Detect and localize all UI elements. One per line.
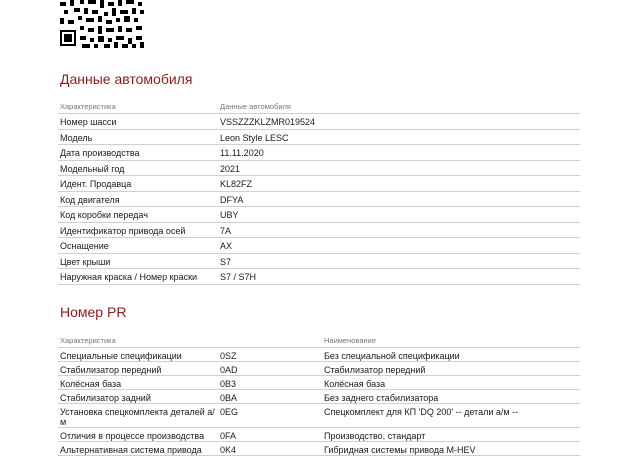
- table-row: [58, 191, 580, 207]
- column-header-characteristic: Характеристика: [58, 333, 218, 348]
- value-cell: 2021: [218, 160, 580, 176]
- characteristic-cell: Оснащение: [58, 238, 218, 254]
- pr-code-cell: 0FA: [218, 428, 322, 442]
- pr-number-table: [58, 333, 580, 456]
- characteristic-cell: Колёсная база: [58, 376, 218, 390]
- table-row: [58, 238, 580, 254]
- characteristic-cell: Код коробки передач: [58, 207, 218, 223]
- description-cell: Спецкомплект для КП 'DQ 200' -- детали а/м --: [322, 404, 580, 428]
- characteristic-cell: Стабилизатор передний: [58, 362, 218, 376]
- characteristic-cell: Модельный год: [58, 160, 218, 176]
- value-cell: DFYA: [218, 191, 580, 207]
- description-cell: Стабилизатор передний: [322, 362, 580, 376]
- description-cell: Производство, стандарт: [322, 428, 580, 442]
- table-row: [58, 362, 580, 376]
- characteristic-cell: Цвет крыши: [58, 253, 218, 269]
- pr-number-title: Номер PR: [60, 304, 127, 320]
- value-cell: S7 / S7H: [218, 269, 580, 285]
- vehicle-data-title: Данные автомобиля: [60, 71, 193, 87]
- value-cell: UBY: [218, 207, 580, 223]
- description-cell: Колёсная база: [322, 376, 580, 390]
- description-cell: Гибридная системы привода M-HEV: [322, 442, 580, 456]
- column-header-characteristic: Характеристика: [58, 99, 218, 114]
- value-cell: 11.11.2020: [218, 145, 580, 161]
- table-row: [58, 176, 580, 192]
- value-cell: S7: [218, 253, 580, 269]
- column-header-vehicle-data: Данные автомобиля: [218, 99, 580, 114]
- table-row: [58, 145, 580, 161]
- description-cell: Без специальной спецификации: [322, 348, 580, 362]
- characteristic-cell: Отличия в процессе производства: [58, 428, 218, 442]
- pr-code-cell: 0SZ: [218, 348, 322, 362]
- characteristic-cell: Альтернативная система привода: [58, 442, 218, 456]
- characteristic-cell: Установка спецкомплекта деталей а/м: [58, 404, 218, 428]
- characteristic-cell: Идент. Продавца: [58, 176, 218, 192]
- value-cell: AX: [218, 238, 580, 254]
- value-cell: VSSZZZKLZMR019524: [218, 114, 580, 130]
- pr-code-cell: 0K4: [218, 442, 322, 456]
- table-row: [58, 222, 580, 238]
- vehicle-data-table: [58, 99, 580, 285]
- table-row: [58, 348, 580, 362]
- qr-code: [60, 0, 146, 50]
- table-row: [58, 129, 580, 145]
- value-cell: KL82FZ: [218, 176, 580, 192]
- table-row: [58, 160, 580, 176]
- characteristic-cell: Специальные спецификации: [58, 348, 218, 362]
- pr-code-cell: 0B3: [218, 376, 322, 390]
- table-row: [58, 253, 580, 269]
- column-header-name: Наименование: [322, 333, 580, 348]
- table-row: [58, 207, 580, 223]
- characteristic-cell: Номер шасси: [58, 114, 218, 130]
- table-row: [58, 376, 580, 390]
- table-header-row: [58, 99, 580, 114]
- pr-code-cell: 0AD: [218, 362, 322, 376]
- pr-code-cell: 0EG: [218, 404, 322, 428]
- table-row: [58, 404, 580, 428]
- table-row: [58, 114, 580, 130]
- characteristic-cell: Код двигателя: [58, 191, 218, 207]
- characteristic-cell: Модель: [58, 129, 218, 145]
- characteristic-cell: Дата производства: [58, 145, 218, 161]
- value-cell: Leon Style LESC: [218, 129, 580, 145]
- description-cell: Без заднего стабилизатора: [322, 390, 580, 404]
- table-row: [58, 390, 580, 404]
- table-row: [58, 269, 580, 285]
- table-row: [58, 428, 580, 442]
- value-cell: 7A: [218, 222, 580, 238]
- column-header-code: [218, 333, 322, 348]
- characteristic-cell: Стабилизатор задний: [58, 390, 218, 404]
- table-header-row: [58, 333, 580, 348]
- characteristic-cell: Наружная краска / Номер краски: [58, 269, 218, 285]
- pr-code-cell: 0BA: [218, 390, 322, 404]
- table-row: [58, 442, 580, 456]
- characteristic-cell: Идентификатор привода осей: [58, 222, 218, 238]
